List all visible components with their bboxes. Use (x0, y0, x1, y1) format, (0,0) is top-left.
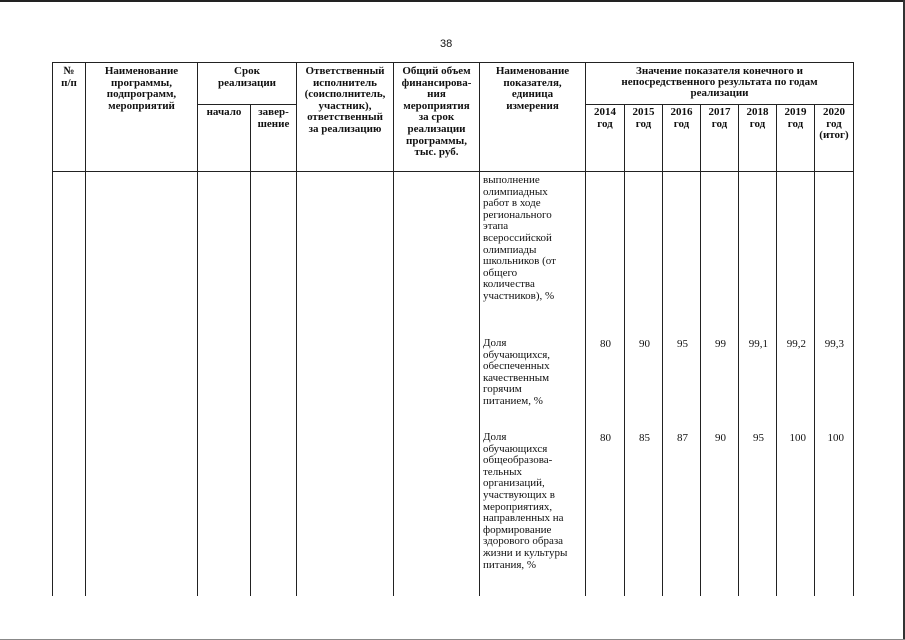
header-year-2014: 2014 год (594, 106, 616, 130)
value-2014: 80 (600, 432, 611, 444)
header-year-2017: 2017 год (708, 106, 731, 130)
indicator-name: выполнение олимпиадных работ в ходе регионального этапа всероссийской олимпиады школьников (от общего количества участников), % (483, 174, 556, 302)
header-year-2016: 2016 год (670, 106, 693, 130)
column-divider (479, 62, 480, 596)
header-bottom-line (52, 171, 854, 172)
column-divider (814, 104, 815, 596)
header-funding: Общий объем финансирова- ния мероприятия за срок реализации программы, тыс. руб. (401, 65, 472, 159)
header-year-2018: 2018 год (746, 106, 769, 130)
scan-edge (0, 0, 905, 2)
column-divider (85, 62, 86, 596)
value-2020: 100 (827, 432, 844, 444)
header-year-2019: 2019 год (784, 106, 807, 130)
table-border-right (853, 62, 854, 596)
column-divider (197, 62, 198, 596)
column-divider (700, 104, 701, 596)
value-2015: 90 (639, 338, 650, 350)
column-divider (624, 104, 625, 596)
table-border-top (52, 62, 854, 63)
column-divider (776, 104, 777, 596)
column-divider (662, 104, 663, 596)
value-2018: 95 (753, 432, 764, 444)
header-values-group: Значение показателя конечного и непосредственного результата по годам реализации (621, 65, 818, 99)
value-2019: 100 (789, 432, 806, 444)
value-2020: 99,3 (824, 338, 844, 350)
value-2017: 90 (715, 432, 726, 444)
column-divider (296, 62, 297, 596)
row-divider (197, 104, 296, 105)
value-2015: 85 (639, 432, 650, 444)
indicator-name: Доля обучающихся общеобразова- тельных организаций, участвующих в мероприятиях, направленных на формирование здорового образа жизни и культуры питания, % (483, 431, 568, 571)
table-border-left (52, 62, 53, 596)
indicator-name: Доля обучающихся, обеспеченных качественным горячим питанием, % (483, 337, 551, 407)
value-2016: 95 (677, 338, 688, 350)
value-2016: 87 (677, 432, 688, 444)
column-divider (250, 104, 251, 596)
value-2014: 80 (600, 338, 611, 350)
column-divider (738, 104, 739, 596)
header-year-2020: 2020 год (итог) (819, 106, 849, 142)
header-name: Наименование программы, подпрограмм, мероприятий (104, 65, 179, 112)
column-divider (585, 62, 586, 596)
header-term-end: завер- шение (257, 106, 290, 130)
value-2017: 99 (715, 338, 726, 350)
header-indicator: Наименование показателя, единица измерения (495, 65, 570, 112)
header-year-2015: 2015 год (632, 106, 655, 130)
page-number: 38 (440, 38, 453, 50)
row-divider (585, 104, 854, 105)
header-responsible: Ответственный исполнитель (соисполнитель, участник), ответственный за реализацию (304, 65, 386, 135)
header-num: № п/п (61, 65, 77, 89)
value-2018: 99,1 (748, 338, 768, 350)
header-term-start: начало (206, 106, 242, 118)
value-2019: 99,2 (786, 338, 806, 350)
header-term: Срок реализации (217, 65, 277, 89)
